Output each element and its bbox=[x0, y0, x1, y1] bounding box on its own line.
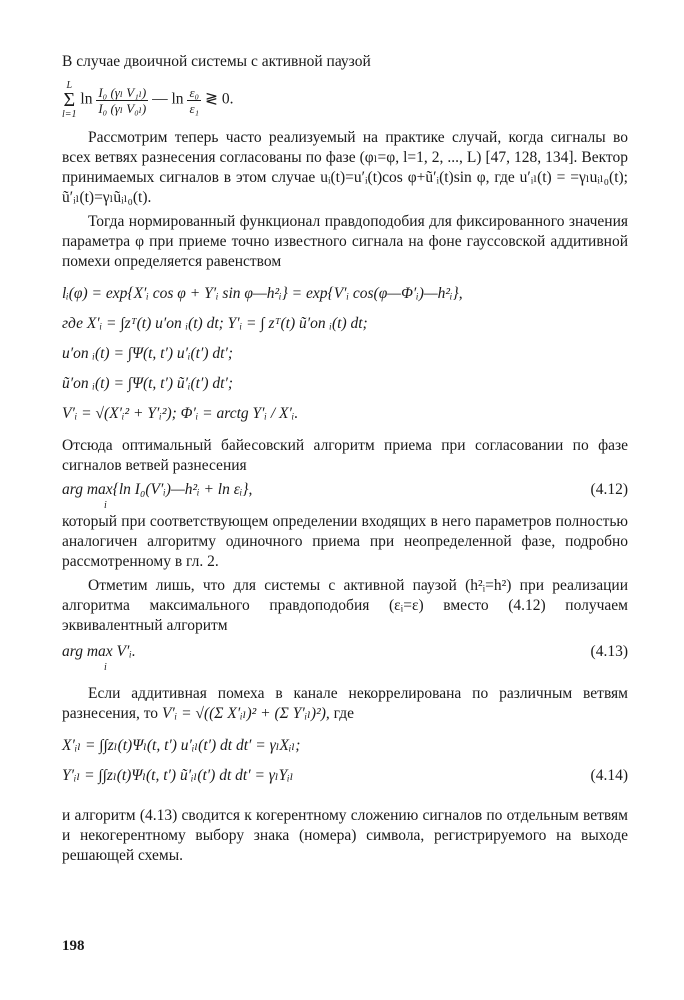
paragraph-likelihood: Тогда нормированный функционал правдоподобия для фиксированного значения параметра φ при приеме точно известного сигнала на фоне гауссовской аддитивной помехи определяется равенством bbox=[62, 213, 628, 270]
eq-line: ũ′оп ᵢ(t) = ∫Ψ(t, t′) ũ′ᵢ(t′) dt′; bbox=[62, 375, 233, 392]
paragraph-analogous: который при соответствующем определении входящих в него параметров полностью аналогичен алгоритму одиночного приема при неопределенной фазе, подробно рассмотренному в гл. 2. bbox=[62, 513, 628, 570]
eq-line: u′оп ᵢ(t) = ∫Ψ(t, t′) u′ᵢ(t′) dt′; bbox=[62, 345, 233, 362]
equation-number: (4.12) bbox=[590, 481, 628, 498]
eq-line: V′ᵢ = √(X′ᵢ² + Y′ᵢ²); Φ′ᵢ = arctg Y′ᵢ / X′ᵢ. bbox=[62, 405, 299, 422]
formula-inline: V′ᵢ = √((Σ X′ᵢₗ)² + (Σ Y′ᵢₗ)²), bbox=[161, 705, 330, 722]
paragraph-bayes: Отсюда оптимальный байесовский алгоритм приема при согласовании по фазе сигналов ветвей разнесения bbox=[62, 437, 628, 474]
eq-line: X′ᵢₗ = ∫∫zₗ(t)Ψₗ(t, t′) u′ᵢₗ(t′) dt dt′ = γₗXᵢₗ; bbox=[62, 737, 301, 754]
equation-4-12: arg max{ln I₀(V′ᵢ)—h²ᵢ + ln εᵢ}, (4.12) i bbox=[62, 481, 628, 511]
equation-sum: L Σ l=1 ln $\frac{\text{I₀ (γₗ V₁ₗ)}}{\text{I₀ (γₗ V₀ₗ)}}$ — ln $\frac{\text{ε₀}}{\text{ε₁}}$ ≷ 0. bbox=[62, 80, 234, 120]
equation-number: (4.13) bbox=[590, 643, 628, 660]
paragraph-phase-matched: Рассмотрим теперь часто реализуемый на практике случай, когда сигналы во всех ветвях разнесения согласованы по фазе (φₗ=φ, l=1, 2, ..., L) [47, 128, 134]. Вектор принимаемых сигналов в этом случае uᵢ(t)=u′ᵢ(t)cos φ+ũ′ᵢ(t)sin φ, где u′ᵢₗ(t) = =γₗuᵢₗ₀(t); ũ′ᵢₗ(t)=γₗũᵢₗ₀(t). bbox=[62, 129, 628, 206]
eq-line: где X′ᵢ = ∫zᵀ(t) u′оп ᵢ(t) dt; Y′ᵢ = ∫ zᵀ(t) ũ′оп ᵢ(t) dt; bbox=[62, 315, 368, 332]
page-number: 198 bbox=[62, 938, 85, 954]
eq-line: lᵢ(φ) = exp{X′ᵢ cos φ + Y′ᵢ sin φ—h²ᵢ} = exp{V′ᵢ cos(φ—Φ′ᵢ)—h²ᵢ}, bbox=[62, 285, 463, 302]
equation-4-14: Y′ᵢₗ = ∫∫zₗ(t)Ψₗ(t, t′) ũ′ᵢₗ(t′) dt dt′ = γₗYᵢₗ (4.14) bbox=[62, 767, 628, 784]
page-body bbox=[62, 52, 628, 866]
fraction-epsilon: $\frac{\text{ε₀}}{\text{ε₁}}$ bbox=[189, 84, 200, 116]
sum-symbol: L Σ l=1 bbox=[62, 80, 77, 120]
paragraph-uncorrelated: Если аддитивная помеха в канале некоррелирована по различным ветвям разнесения, то V′ᵢ = √((Σ X′ᵢₗ)² + (Σ Y′ᵢₗ)²), где bbox=[62, 685, 628, 722]
equation-number: (4.14) bbox=[590, 767, 628, 784]
equations-likelihood bbox=[62, 284, 628, 424]
paragraph-active-pause: Отметим лишь, что для системы с активной паузой (h²ᵢ=h²) при реализации алгоритма максимального правдоподобия (εᵢ=ε) вместо (4.12) получаем эквивалентный алгоритм bbox=[62, 577, 628, 634]
fraction-bessel: $\frac{\text{I₀ (γₗ V₁ₗ)}}{\text{I₀ (γₗ V₀ₗ)}}$ bbox=[98, 84, 147, 116]
intro-text: В случае двоичной системы с активной паузой bbox=[62, 53, 371, 70]
equation-4-13: arg max V′ᵢ. (4.13) i bbox=[62, 643, 628, 673]
paragraph-coherent: и алгоритм (4.13) сводится к когерентному сложению сигналов по отдельным ветвям и некогерентному выбору знака (номера) символа, регистрируемого на выходе решающей схемы. bbox=[62, 807, 628, 864]
